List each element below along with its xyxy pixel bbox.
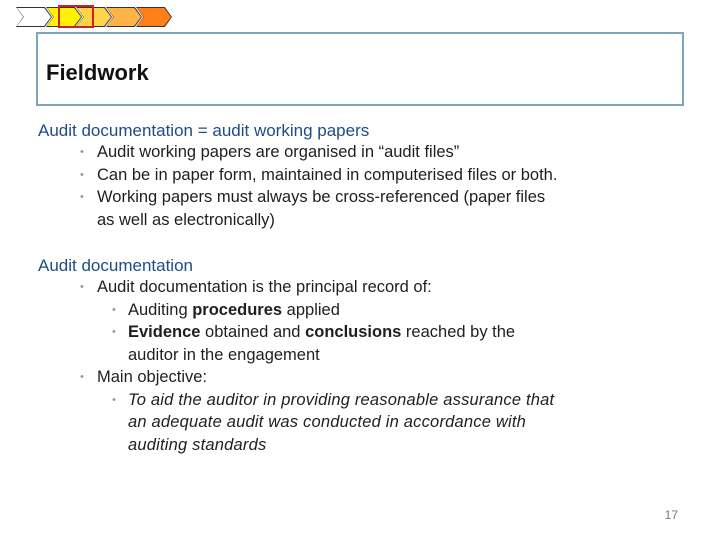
sub-bullet-continuation: auditing standards [128,435,267,454]
bullet-icon: • [112,303,116,316]
bullet-item: • Working papers must always be cross-referenced (paper files [38,186,698,209]
slide-title: Fieldwork [46,60,149,85]
bullet-item: • Audit working papers are organised in “audit files” [38,141,698,164]
process-chevron-bar [16,7,172,27]
sub-bullet-item: • To aid the auditor in providing reasonable assurance that [38,389,698,412]
bullet-item: • Main objective: [38,366,698,389]
bullet-item: • Audit documentation is the principal record of: [38,276,698,299]
sub-bullet-continuation: auditor in the engagement [128,345,320,364]
bullet-icon: • [80,168,84,181]
bullet-item: • Can be in paper form, maintained in computerised files or both. [38,164,698,187]
title-box [36,32,684,106]
page-number: 17 [664,508,678,522]
bullet-icon: • [80,371,84,383]
sub-bullet-item: • Evidence obtained and conclusions reached by the [38,321,698,344]
active-step-highlight [58,5,94,28]
bullet-icon: • [80,191,84,203]
bullet-icon: • [80,281,84,293]
bullet-icon: • [80,146,84,158]
sub-bullet-item: • Auditing procedures applied [38,299,698,322]
section-heading-1: Audit documentation = audit working papers [38,121,370,140]
slide-content [38,120,698,456]
bullet-continuation: as well as electronically) [97,210,275,229]
chevron-step-1 [16,7,52,27]
sub-bullet-continuation: an adequate audit was conducted in accordance with [128,413,527,431]
bullet-icon: • [112,393,117,406]
section-heading-2: Audit documentation [38,256,193,275]
bullet-icon: • [112,326,116,338]
